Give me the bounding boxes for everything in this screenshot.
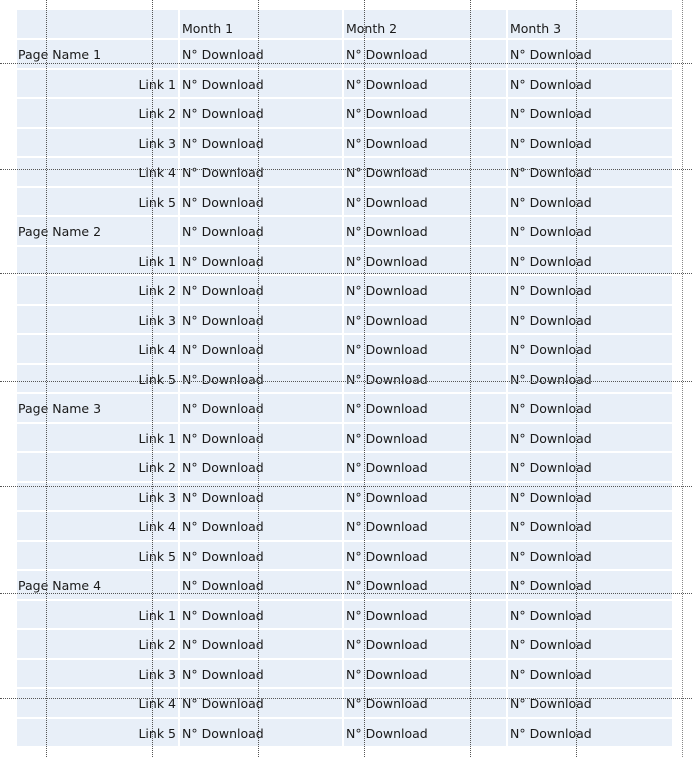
page-guide-line: [0, 698, 692, 699]
table-row: [17, 571, 672, 601]
table-row: [17, 40, 672, 70]
link-name-cell: Link 1: [138, 253, 176, 269]
table-row: [17, 247, 672, 277]
page-guide-line: [0, 593, 692, 594]
table-row: [17, 365, 672, 395]
month-2-cell: N° Download: [342, 129, 506, 157]
header-blank-cell: [17, 10, 178, 38]
month-2-cell: N° Download: [342, 70, 506, 98]
page-guide-line: [0, 486, 692, 487]
link-name-cell: Link 5: [138, 548, 176, 564]
page-guide-line: [0, 63, 692, 64]
month-3-cell: N° Download: [506, 70, 672, 98]
table-row: [17, 70, 672, 100]
month-1-cell: N° Download: [178, 70, 342, 98]
link-name-cell: Link 3: [138, 135, 176, 151]
month-3-cell: N° Download: [506, 365, 672, 393]
month-3-cell: N° Download: [506, 660, 672, 688]
column-guide-line: [364, 0, 365, 757]
month-3-cell: N° Download: [506, 40, 672, 68]
table-row: [17, 217, 672, 247]
month-2-cell: N° Download: [342, 601, 506, 629]
link-name-cell: Link 2: [138, 283, 176, 298]
month-3-cell: N° Download: [506, 129, 672, 157]
month-2-cell: N° Download: [342, 306, 506, 334]
link-name-cell: Link 2: [138, 637, 176, 652]
month-3-cell: N° Download: [506, 335, 672, 363]
month-1-cell: N° Download: [178, 719, 342, 747]
table-row: [17, 424, 672, 454]
month-2-cell: N° Download: [342, 660, 506, 688]
month-1-cell: N° Download: [178, 335, 342, 363]
page-name-cell: Page Name 1: [18, 47, 102, 62]
table-row: [17, 335, 672, 365]
downloads-table: [17, 10, 672, 748]
month-1-cell: N° Download: [178, 571, 342, 599]
month-2-cell: N° Download: [342, 99, 506, 127]
column-guide-line: [258, 0, 259, 757]
column-guide-line: [46, 0, 47, 757]
month-1-cell: N° Download: [178, 424, 342, 452]
column-guide-line: [470, 0, 471, 757]
month-1-cell: N° Download: [178, 630, 342, 658]
month-1-cell: N° Download: [178, 365, 342, 393]
month-3-cell: N° Download: [506, 483, 672, 511]
month-1-cell: N° Download: [178, 217, 342, 245]
month-2-cell: N° Download: [342, 424, 506, 452]
page-guide-line: [0, 169, 692, 170]
table-row: [17, 188, 672, 218]
month-1-cell: N° Download: [178, 660, 342, 688]
month-3-cell: N° Download: [506, 512, 672, 540]
month-1-cell: N° Download: [178, 542, 342, 570]
month-3-cell: N° Download: [506, 217, 672, 245]
page-margin-line: [682, 0, 683, 757]
month-1-cell: N° Download: [178, 512, 342, 540]
link-name-cell: Link 3: [138, 666, 176, 682]
table-row: [17, 601, 672, 631]
table-row: [17, 306, 672, 336]
table-row: [17, 719, 672, 749]
month-1-cell: N° Download: [178, 158, 342, 186]
month-2-cell: N° Download: [342, 365, 506, 393]
month-3-cell: N° Download: [506, 601, 672, 629]
table-row: [17, 542, 672, 572]
link-name-cell: Link 2: [138, 106, 176, 121]
month-2-cell: N° Download: [342, 335, 506, 363]
header-month-3: Month 3: [506, 10, 672, 38]
month-1-cell: N° Download: [178, 394, 342, 422]
month-2-cell: N° Download: [342, 40, 506, 68]
month-3-cell: N° Download: [506, 719, 672, 747]
month-3-cell: N° Download: [506, 247, 672, 275]
table-row: [17, 660, 672, 690]
month-2-cell: N° Download: [342, 542, 506, 570]
month-2-cell: N° Download: [342, 483, 506, 511]
link-name-cell: Link 1: [138, 76, 176, 92]
month-3-cell: N° Download: [506, 571, 672, 599]
month-3-cell: N° Download: [506, 542, 672, 570]
month-3-cell: N° Download: [506, 689, 672, 717]
link-name-cell: Link 4: [138, 165, 176, 180]
month-2-cell: N° Download: [342, 630, 506, 658]
link-name-cell: Link 5: [138, 725, 176, 741]
month-2-cell: N° Download: [342, 158, 506, 186]
month-1-cell: N° Download: [178, 40, 342, 68]
header-month-1: Month 1: [178, 10, 342, 38]
month-1-cell: N° Download: [178, 276, 342, 304]
link-name-cell: Link 3: [138, 489, 176, 505]
month-2-cell: N° Download: [342, 453, 506, 481]
month-2-cell: N° Download: [342, 394, 506, 422]
table-body: [17, 40, 672, 748]
month-2-cell: N° Download: [342, 571, 506, 599]
month-1-cell: N° Download: [178, 99, 342, 127]
link-name-cell: Link 4: [138, 696, 176, 711]
month-3-cell: N° Download: [506, 630, 672, 658]
month-1-cell: N° Download: [178, 453, 342, 481]
link-name-cell: Link 4: [138, 519, 176, 534]
month-3-cell: N° Download: [506, 453, 672, 481]
month-2-cell: N° Download: [342, 512, 506, 540]
table-row: [17, 276, 672, 306]
month-1-cell: N° Download: [178, 601, 342, 629]
link-name-cell: Link 4: [138, 342, 176, 357]
page-guide-line: [0, 381, 692, 382]
table-row: [17, 99, 672, 129]
month-3-cell: N° Download: [506, 158, 672, 186]
month-1-cell: N° Download: [178, 188, 342, 216]
month-2-cell: N° Download: [342, 276, 506, 304]
page-name-cell: Page Name 2: [18, 224, 102, 239]
page-guide-line: [0, 273, 692, 274]
month-1-cell: N° Download: [178, 247, 342, 275]
month-3-cell: N° Download: [506, 394, 672, 422]
month-1-cell: N° Download: [178, 306, 342, 334]
column-guide-line: [576, 0, 577, 757]
month-1-cell: N° Download: [178, 129, 342, 157]
month-3-cell: N° Download: [506, 276, 672, 304]
table-row: [17, 129, 672, 159]
table-row: [17, 158, 672, 188]
link-name-cell: Link 5: [138, 371, 176, 387]
link-name-cell: Link 2: [138, 460, 176, 475]
month-1-cell: N° Download: [178, 689, 342, 717]
table-row: [17, 453, 672, 483]
header-month-2: Month 2: [342, 10, 506, 38]
table-row: [17, 394, 672, 424]
page-name-cell: Page Name 3: [18, 401, 102, 416]
month-2-cell: N° Download: [342, 188, 506, 216]
month-2-cell: N° Download: [342, 689, 506, 717]
month-2-cell: N° Download: [342, 719, 506, 747]
table-row: [17, 512, 672, 542]
link-name-cell: Link 1: [138, 430, 176, 446]
month-3-cell: N° Download: [506, 188, 672, 216]
link-name-cell: Link 1: [138, 607, 176, 623]
month-2-cell: N° Download: [342, 247, 506, 275]
page-name-cell: Page Name 4: [18, 578, 102, 593]
month-3-cell: N° Download: [506, 424, 672, 452]
month-1-cell: N° Download: [178, 483, 342, 511]
table-row: [17, 689, 672, 719]
month-3-cell: N° Download: [506, 99, 672, 127]
link-name-cell: Link 5: [138, 194, 176, 210]
table-row: [17, 630, 672, 660]
month-3-cell: N° Download: [506, 306, 672, 334]
table-header-row: [17, 10, 672, 40]
month-2-cell: N° Download: [342, 217, 506, 245]
link-name-cell: Link 3: [138, 312, 176, 328]
column-guide-line: [152, 0, 153, 757]
